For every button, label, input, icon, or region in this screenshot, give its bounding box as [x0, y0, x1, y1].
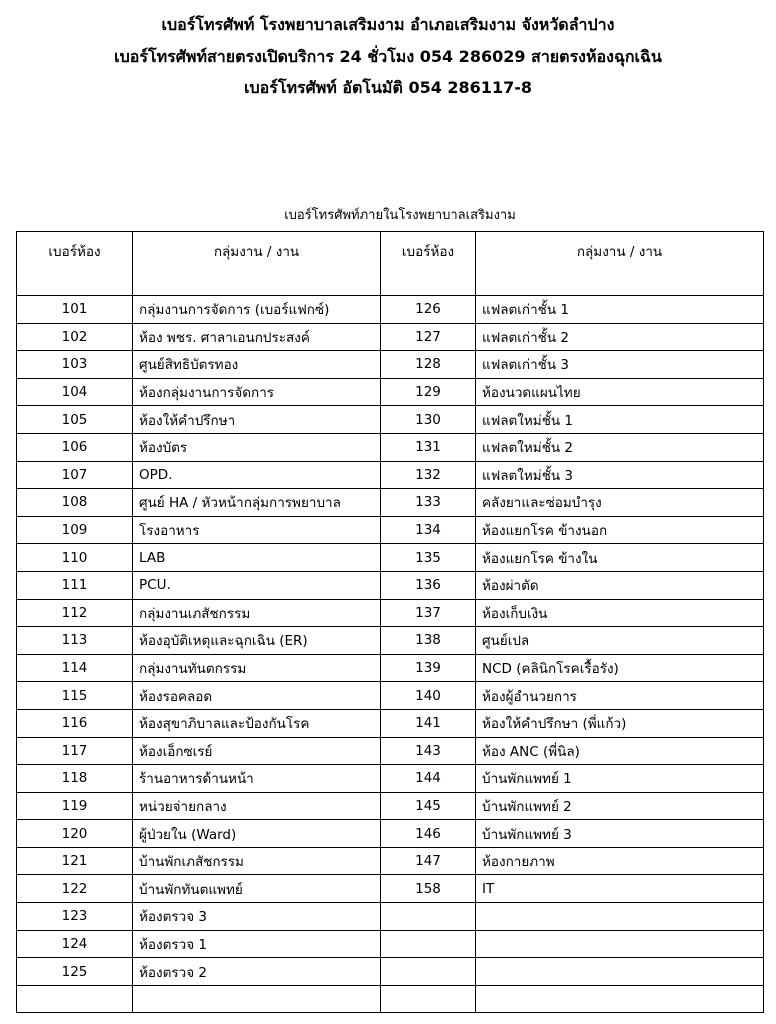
room-number-right: 128 [381, 351, 476, 379]
room-number-right: 144 [381, 765, 476, 793]
department-left: ห้อง พชร. ศาลาเอนกประสงค์ [133, 323, 381, 351]
table-row [17, 847, 764, 875]
room-number-left: 113 [17, 627, 133, 655]
table-row [17, 571, 764, 599]
room-number-left: 110 [17, 544, 133, 572]
department-left: PCU. [133, 571, 381, 599]
room-number-left: 107 [17, 461, 133, 489]
department-right: บ้านพักแพทย์ 3 [476, 820, 764, 848]
header-room-number: เบอร์ห้อง [381, 232, 476, 296]
room-number-right: 147 [381, 847, 476, 875]
table-row [17, 792, 764, 820]
header-line-1: เบอร์โทรศัพท์ โรงพยาบาลเสริมงาม อำเภอเสริมงาม จังหวัดลำปาง [161, 15, 615, 34]
department-right: ห้องให้คำปรึกษา (พี่แก้ว) [476, 709, 764, 737]
room-number-left: 115 [17, 682, 133, 710]
room-number-right: 129 [381, 378, 476, 406]
department-right: แฟลตเก่าชั้น 1 [476, 296, 764, 324]
header-room-number: เบอร์ห้อง [17, 232, 133, 296]
department-left: LAB [133, 544, 381, 572]
department-left: ศูนย์สิทธิบัตรทอง [133, 351, 381, 379]
department-left: ห้องสุขาภิบาลและป้องกันโรค [133, 709, 381, 737]
room-number-right: 132 [381, 461, 476, 489]
department-left: ร้านอาหารด้านหน้า [133, 765, 381, 793]
department-right [476, 958, 764, 986]
department-right: แฟลตใหม่ชั้น 1 [476, 406, 764, 434]
department-right: แฟลตเก่าชั้น 3 [476, 351, 764, 379]
table-row [17, 765, 764, 793]
room-number-right: 137 [381, 599, 476, 627]
room-number-left: 102 [17, 323, 133, 351]
department-right: IT [476, 875, 764, 903]
table-row [17, 875, 764, 903]
department-left: ห้องตรวจ 3 [133, 903, 381, 931]
room-number-left: 122 [17, 875, 133, 903]
room-number-left: 114 [17, 654, 133, 682]
table-row [17, 433, 764, 461]
table-row [17, 958, 764, 986]
department-left: กลุ่มงานเภสัชกรรม [133, 599, 381, 627]
room-number-right: 140 [381, 682, 476, 710]
department-left: ห้องตรวจ 1 [133, 930, 381, 958]
department-right: แฟลตเก่าชั้น 2 [476, 323, 764, 351]
department-left: ศูนย์ HA / หัวหน้ากลุ่มการพยาบาล [133, 489, 381, 517]
room-number-left: 117 [17, 737, 133, 765]
room-number-left: 105 [17, 406, 133, 434]
department-right [476, 930, 764, 958]
department-left: บ้านพักทันตแพทย์ [133, 875, 381, 903]
room-number-left: 125 [17, 958, 133, 986]
department-right: ห้องแยกโรค ข้างใน [476, 544, 764, 572]
room-number-right: 145 [381, 792, 476, 820]
table-row [17, 378, 764, 406]
department-right: ห้อง ANC (พี่นิล) [476, 737, 764, 765]
department-left: ผู้ป่วยใน (Ward) [133, 820, 381, 848]
department-right [476, 903, 764, 931]
room-number-left: 108 [17, 489, 133, 517]
room-number-right: 127 [381, 323, 476, 351]
room-number-right: 141 [381, 709, 476, 737]
department-left: โรงอาหาร [133, 516, 381, 544]
department-left: ห้องตรวจ 2 [133, 958, 381, 986]
department-right: ศูนย์เปล [476, 627, 764, 655]
table-row [17, 323, 764, 351]
department-left: ห้องรอคลอด [133, 682, 381, 710]
table-row [17, 351, 764, 379]
room-number-right [381, 930, 476, 958]
phone-extension-table [16, 231, 764, 1013]
table-row [17, 461, 764, 489]
room-number-left: 124 [17, 930, 133, 958]
room-number-left: 104 [17, 378, 133, 406]
room-number-right: 130 [381, 406, 476, 434]
department-left: ห้องเอ็กซเรย์ [133, 737, 381, 765]
department-left: กลุ่มงานการจัดการ (เบอร์แฟกซ์) [133, 296, 381, 324]
table-row [17, 489, 764, 517]
table-row [17, 985, 764, 1013]
department-right: ห้องนวดแผนไทย [476, 378, 764, 406]
table-row [17, 737, 764, 765]
department-right: ห้องกายภาพ [476, 847, 764, 875]
room-number-left: 106 [17, 433, 133, 461]
table-row [17, 930, 764, 958]
department-right: ห้องแยกโรค ข้างนอก [476, 516, 764, 544]
department-right: NCD (คลินิกโรคเรื้อรัง) [476, 654, 764, 682]
table-row [17, 682, 764, 710]
room-number-right: 138 [381, 627, 476, 655]
department-left: กลุ่มงานทันตกรรม [133, 654, 381, 682]
table-row [17, 599, 764, 627]
room-number-right [381, 985, 476, 1013]
room-number-right: 134 [381, 516, 476, 544]
department-left: ห้องกลุ่มงานการจัดการ [133, 378, 381, 406]
department-left: ห้องอุบัติเหตุและฉุกเฉิน (ER) [133, 627, 381, 655]
room-number-left: 118 [17, 765, 133, 793]
room-number-right: 146 [381, 820, 476, 848]
room-number-left: 123 [17, 903, 133, 931]
table-row [17, 903, 764, 931]
table-row [17, 544, 764, 572]
department-right [476, 985, 764, 1013]
room-number-left [17, 985, 133, 1013]
table-title: เบอร์โทรศัพท์ภายในโรงพยาบาลเสริมงาม [284, 208, 516, 223]
department-left: บ้านพักเภสัชกรรม [133, 847, 381, 875]
department-right: ห้องเก็บเงิน [476, 599, 764, 627]
department-right: ห้องผู้อำนวยการ [476, 682, 764, 710]
department-right: บ้านพักแพทย์ 2 [476, 792, 764, 820]
department-right: แฟลตใหม่ชั้น 3 [476, 461, 764, 489]
room-number-right: 133 [381, 489, 476, 517]
room-number-left: 111 [17, 571, 133, 599]
room-number-right [381, 958, 476, 986]
room-number-right: 158 [381, 875, 476, 903]
department-right: แฟลตใหม่ชั้น 2 [476, 433, 764, 461]
department-left: หน่วยจ่ายกลาง [133, 792, 381, 820]
table-row [17, 820, 764, 848]
department-right: คลังยาและซ่อมบำรุง [476, 489, 764, 517]
room-number-left: 103 [17, 351, 133, 379]
room-number-left: 121 [17, 847, 133, 875]
room-number-right [381, 903, 476, 931]
room-number-left: 101 [17, 296, 133, 324]
table-header-row [17, 232, 764, 296]
header-department: กลุ่มงาน / งาน [476, 232, 764, 296]
header-line-3: เบอร์โทรศัพท์ อัตโนมัติ 054 286117-8 [244, 78, 532, 97]
room-number-right: 131 [381, 433, 476, 461]
header-department: กลุ่มงาน / งาน [133, 232, 381, 296]
room-number-left: 116 [17, 709, 133, 737]
department-left: ห้องบัตร [133, 433, 381, 461]
room-number-left: 120 [17, 820, 133, 848]
department-right: ห้องผ่าตัด [476, 571, 764, 599]
table-row [17, 627, 764, 655]
table-row [17, 709, 764, 737]
room-number-right: 139 [381, 654, 476, 682]
room-number-right: 126 [381, 296, 476, 324]
room-number-left: 109 [17, 516, 133, 544]
room-number-right: 136 [381, 571, 476, 599]
department-left: ห้องให้คำปรึกษา [133, 406, 381, 434]
table-row [17, 406, 764, 434]
room-number-right: 143 [381, 737, 476, 765]
department-left: OPD. [133, 461, 381, 489]
table-row [17, 296, 764, 324]
room-number-left: 112 [17, 599, 133, 627]
table-row [17, 654, 764, 682]
room-number-right: 135 [381, 544, 476, 572]
department-left [133, 985, 381, 1013]
table-row [17, 516, 764, 544]
room-number-left: 119 [17, 792, 133, 820]
department-right: บ้านพักแพทย์ 1 [476, 765, 764, 793]
header-line-2: เบอร์โทรศัพท์สายตรงเปิดบริการ 24 ชั่วโมง 054 286029 สายตรงห้องฉุกเฉิน [114, 47, 662, 66]
